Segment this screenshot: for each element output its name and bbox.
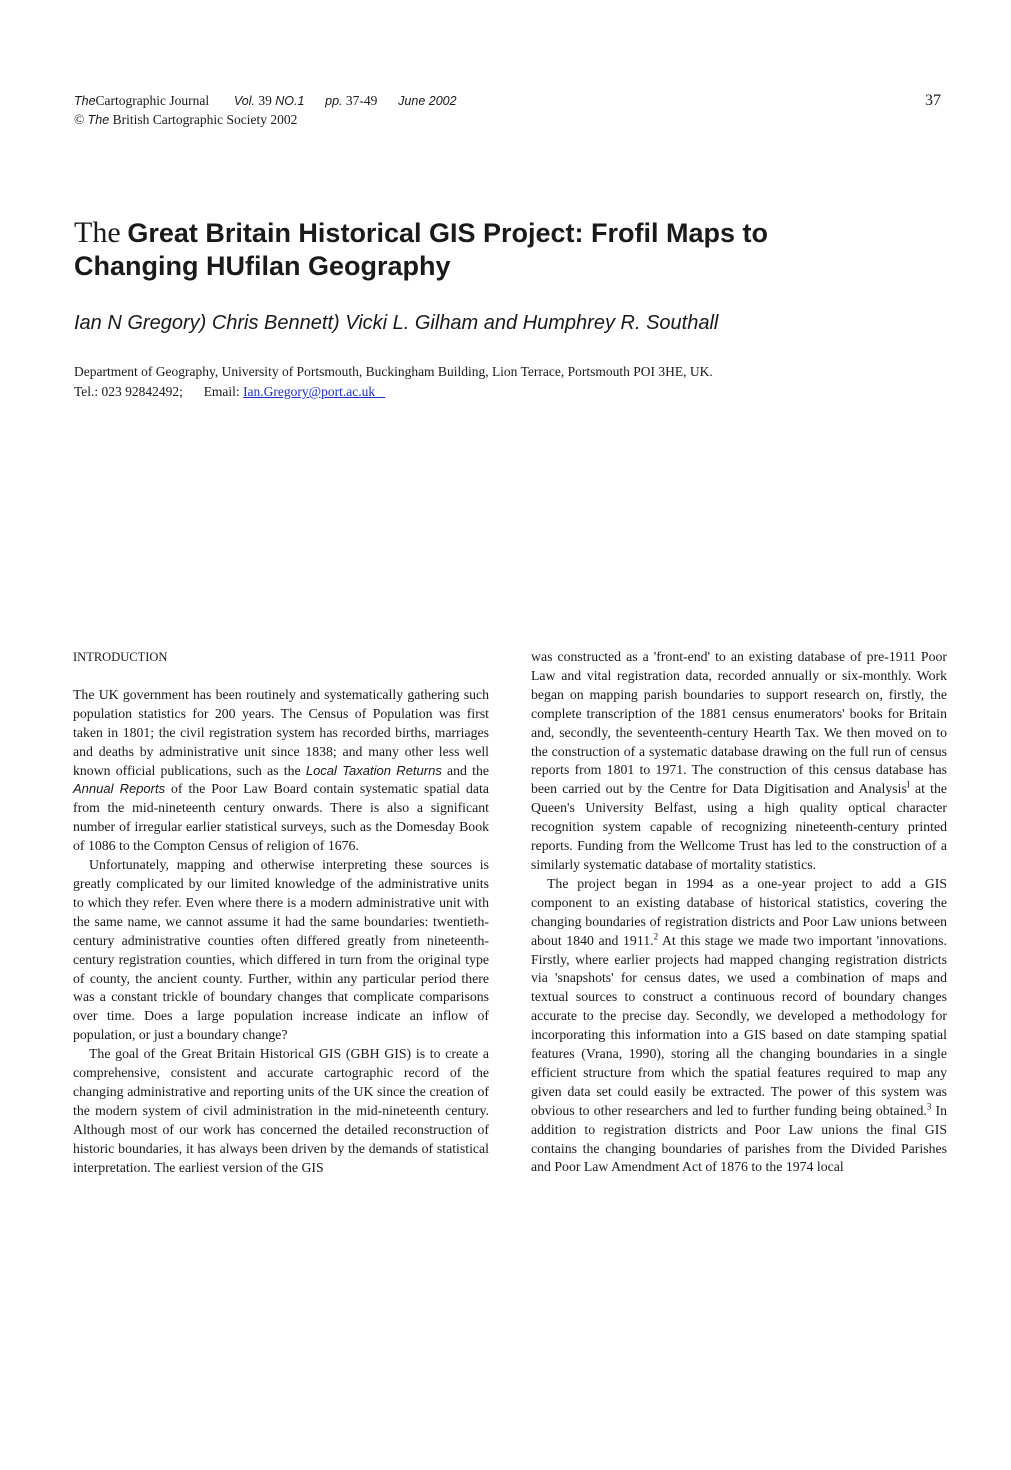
issue-number: NO.1 <box>275 94 305 108</box>
footnote-marker-2[interactable]: 2 <box>653 931 659 941</box>
journal-citation-line <box>74 92 457 110</box>
paragraph-1-text-c: of the Poor Law Board contain systematic spatial data from the mid-nineteenth century onwards. There is also a significant number of irregular earlier statistical surveys, such as the Domesday Book of 1086 to the Compton Census of religion of 1676. <box>73 781 489 854</box>
paragraph-3: The goal of the Great Britain Historical GIS (GBH GIS) is to create a comprehensive, consistent and accurate cartographic record of the changing administrative and reporting units of the UK since the creation of the modern system of civil administration in the mid-nineteenth century. Although most of our work has concerned the detailed reconstruction of historic boundaries, it has always been driven by the demands of statistical interpretation. The earliest version of the GIS <box>73 1046 489 1175</box>
local-taxation-returns: Local Taxation Returns <box>305 762 442 778</box>
copyright-line <box>74 111 297 129</box>
article-title <box>74 216 954 283</box>
title-line-1: Great Britain Historical GIS Project: Frofil Maps to <box>127 218 769 248</box>
footnote-marker-1[interactable]: I <box>906 779 910 790</box>
contact-line <box>74 382 954 402</box>
paragraph-2: Unfortunately, mapping and otherwise interpreting these sources is greatly complicated by our limited knowledge of the administrative units to which they refer. Even where there is a modern administrative unit with the same name, we cannot assume it had the same boundaries: twentieth-century administrative counties often differed greatly from nineteenth-century registration counties, which differed in turn from the original type of county, the ancient county. Further, within any particular period there was a constant trickle of boundary changes that complicate comparisons over time. Does a large population increase indicate an inflow of population, or just a boundary change? <box>73 857 489 1043</box>
telephone: Tel.: 023 92842492; <box>74 384 183 399</box>
pages-label: pp. <box>325 94 343 108</box>
page-number: 37 <box>925 92 941 109</box>
email-link[interactable]: Ian.Gregory@port.ac.uk <box>243 384 376 399</box>
title-the: The <box>74 216 121 249</box>
paragraph-5 <box>531 875 947 1178</box>
volume-label: Vol. <box>233 94 255 108</box>
paragraph-5-text-a: The project began in 1994 as a one-year project to add a GIS component to an existing database of historical statistics, covering the changing boundaries of registration districts and Poor Law unions between about 1840 and 1911. <box>531 875 947 948</box>
paragraph-5-text-b: At this stage we made two important 'innovations. Firstly, where earlier projects had mapped changing registration districts via 'snapshots' for census dates, we used a combination of maps and textual sources to construct a continuous record of boundary changes accurate to the precise day. Secondly, we developed a methodology for incorporating this information into a GIS based on date stamping spatial features (Vrana, 1990), storing all the changing boundaries in a single efficient structure from which the spatial features required to map any given data set could easily be extracted. The power of this system was obvious to other researchers and led to further funding being obtained. <box>531 932 947 1118</box>
email-label: Email: <box>203 384 240 399</box>
section-heading-introduction: INTRODUCTION <box>73 650 168 664</box>
issue-date: June 2002 <box>398 94 457 108</box>
paragraph-5-text-c: In addition to registration districts and Poor Law unions the final GIS contains the changing boundaries of parishes from the Divided Parishes and Poor Law Amendment Act of 1876 to the 1974 local <box>531 1102 947 1175</box>
page-range: 37-49 <box>345 93 378 108</box>
author-list: Ian N Gregory) Chris Bennett) Vicki L. Gilham and Humphrey R. Southall <box>74 312 719 334</box>
annual-reports: Annual Reports <box>73 781 166 797</box>
title-line-2: Changing HUfilan Geography <box>74 251 451 281</box>
paragraph-4-text-b: at the Queen's University Belfast, using a high quality optical character recognition system capable of recognizing nineteenth-century printed reports. Funding from the Wellcome Trust has led to the construction of a similarly systematic database of mortality statistics. <box>531 781 947 872</box>
copyright-text: British Cartographic Society 2002 <box>112 112 298 127</box>
volume-number: 39 <box>258 93 272 108</box>
affiliation <box>74 362 954 402</box>
paragraph-4 <box>531 648 947 875</box>
paragraph-1 <box>73 686 489 856</box>
journal-name: Cartographic Journal <box>95 93 210 108</box>
left-column <box>73 648 489 1177</box>
copyright-prefix: The <box>87 113 110 127</box>
affiliation-address: Department of Geography, University of Portsmouth, Buckingham Building, Lion Terrace, Portsmouth POI 3HE, UK. <box>74 364 713 379</box>
footnote-marker-3[interactable]: 3 <box>926 1101 932 1112</box>
paragraph-4-text-a: was constructed as a 'front-end' to an existing database of pre-1911 Poor Law and vital registration data, recorded annually or six-monthly. Work began on mapping parish boundaries to support research on, firstly, the complete transcription of the 1881 census enumerators' books for Britain and, secondly, the seventeenth-century Hearth Tax. We then moved on to the construction of a systematic database drawing on the full run of census reports from 1801 to 1971. The construction of this census database has been carried out by the Centre for Data Digitisation and Analysis <box>531 649 947 797</box>
copyright-icon: © <box>74 112 85 127</box>
right-column <box>531 648 947 1177</box>
paragraph-1-text-a: The UK government has been routinely and systematically gathering such population statistics for 200 years. The Census of Population was first taken in 1801; the civil registration system has recorded births, marriages and deaths by administrative unit since 1838; and many other less well known official publications, such as the <box>73 686 489 778</box>
journal-prefix: The <box>74 94 96 108</box>
paragraph-1-text-b: and the <box>447 762 490 778</box>
